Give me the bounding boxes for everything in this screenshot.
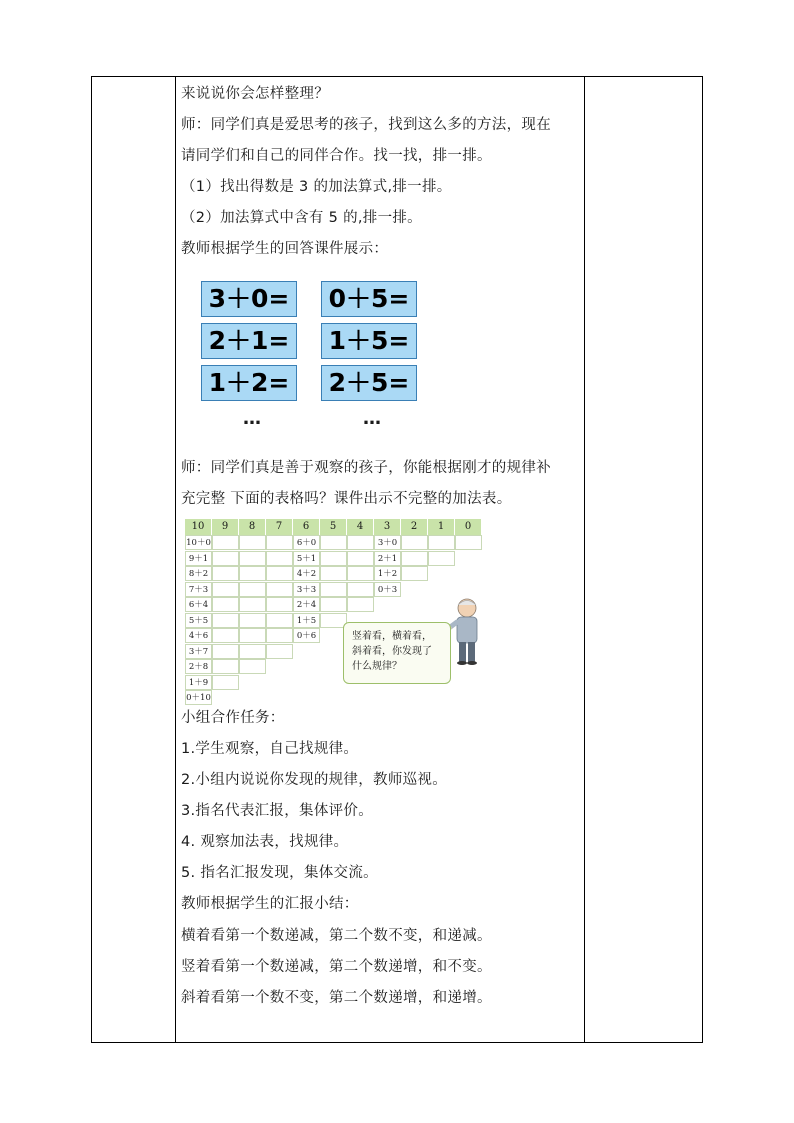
- equation-card: 2＋1=: [201, 323, 297, 359]
- text-line: 教师根据学生的回答课件展示：: [181, 241, 389, 257]
- step-item-1: 1.学生观察，自己找规律。: [181, 741, 359, 757]
- text-line: 教师根据学生的汇报小结：: [181, 896, 359, 912]
- equation-card: 2＋5=: [321, 365, 417, 401]
- table-cell: 0＋6: [293, 628, 320, 643]
- table-cell: [266, 582, 293, 597]
- equation-card: 0＋5=: [321, 281, 417, 317]
- table-cell: [212, 659, 239, 674]
- table-cell: [320, 597, 347, 612]
- table-header-cell: 0: [455, 519, 482, 535]
- table-cell: 5＋5: [185, 613, 212, 628]
- column-divider-left: [175, 77, 176, 1042]
- summary-line: 横着看第一个数递减，第二个数不变，和递减。: [181, 928, 492, 944]
- table-cell: [347, 566, 374, 581]
- table-header-cell: 4: [347, 519, 374, 535]
- table-cell: [266, 566, 293, 581]
- table-cell: [320, 551, 347, 566]
- table-cell: [212, 551, 239, 566]
- table-cell: [347, 551, 374, 566]
- table-cell: [239, 597, 266, 612]
- speech-bubble: [343, 622, 451, 684]
- teacher-illustration: [447, 596, 491, 666]
- table-cell: [239, 582, 266, 597]
- summary-line: 斜着看第一个数不变，第二个数递增，和递增。: [181, 990, 492, 1006]
- table-cell: 5＋1: [293, 551, 320, 566]
- table-cell: [239, 613, 266, 628]
- table-cell: [320, 582, 347, 597]
- table-cell: 6＋4: [185, 597, 212, 612]
- table-cell: [266, 535, 293, 550]
- text-line: 师：同学们真是爱思考的孩子，找到这么多的方法，现在: [181, 117, 551, 133]
- table-header-cell: 5: [320, 519, 347, 535]
- text-line: 师：同学们真是善于观察的孩子，你能根据刚才的规律补: [181, 460, 551, 476]
- table-header-cell: 1: [428, 519, 455, 535]
- table-cell: [347, 582, 374, 597]
- step-item-5: 5. 指名汇报发现，集体交流。: [181, 865, 378, 881]
- table-cell: 3＋0: [374, 535, 401, 550]
- table-cell: [212, 644, 239, 659]
- task-item-1: （1）找出得数是 3 的加法算式,排一排。: [181, 179, 452, 195]
- table-cell: [428, 535, 455, 550]
- table-cell: [212, 597, 239, 612]
- table-cell: 1＋5: [293, 613, 320, 628]
- table-cell: [401, 551, 428, 566]
- table-cell: [212, 675, 239, 690]
- summary-line: 竖着看第一个数递减，第二个数递增，和不变。: [181, 959, 492, 975]
- text-line: 请同学们和自己的同伴合作。找一找，排一排。: [181, 148, 492, 164]
- table-cell: [266, 613, 293, 628]
- text-line: 来说说你会怎样整理？: [181, 86, 329, 102]
- table-cell: [212, 613, 239, 628]
- table-cell: [266, 628, 293, 643]
- table-cell: [239, 628, 266, 643]
- bubble-line: 斜着看，你发现了: [352, 646, 432, 657]
- table-cell: 2＋1: [374, 551, 401, 566]
- table-cell: 9＋1: [185, 551, 212, 566]
- bubble-line: 竖着看，横着看，: [352, 631, 432, 642]
- text-line: 小组合作任务：: [181, 710, 285, 726]
- table-cell: [266, 597, 293, 612]
- equation-card: 1＋2=: [201, 365, 297, 401]
- table-header-cell: 2: [401, 519, 428, 535]
- table-cell: [212, 582, 239, 597]
- table-cell: 1＋2: [374, 566, 401, 581]
- table-cell: 4＋2: [293, 566, 320, 581]
- table-cell: 0＋10: [185, 690, 212, 705]
- ellipsis-left: …: [243, 408, 262, 429]
- table-cell: 1＋9: [185, 675, 212, 690]
- table-cell: 10＋0: [185, 535, 212, 550]
- table-header-cell: 3: [374, 519, 401, 535]
- table-header-cell: 6: [293, 519, 320, 535]
- table-header-cell: 8: [239, 519, 266, 535]
- table-cell: [212, 566, 239, 581]
- table-cell: [266, 551, 293, 566]
- table-cell: [401, 566, 428, 581]
- table-cell: [266, 644, 293, 659]
- table-cell: 8＋2: [185, 566, 212, 581]
- table-cell: [239, 659, 266, 674]
- table-cell: 4＋6: [185, 628, 212, 643]
- table-cell: [428, 551, 455, 566]
- task-item-2: （2）加法算式中含有 5 的,排一排。: [181, 210, 422, 226]
- table-cell: 2＋8: [185, 659, 212, 674]
- table-cell: 3＋3: [293, 582, 320, 597]
- table-cell: [239, 551, 266, 566]
- column-divider-right: [584, 77, 585, 1042]
- table-header-cell: 10: [185, 519, 212, 535]
- table-cell: [347, 597, 374, 612]
- table-cell: 0＋3: [374, 582, 401, 597]
- table-header-cell: 9: [212, 519, 239, 535]
- table-cell: [212, 535, 239, 550]
- ellipsis-right: …: [363, 408, 382, 429]
- text-line: 充完整 下面的表格吗？课件出示不完整的加法表。: [181, 491, 512, 507]
- bubble-line: 什么规律？: [352, 661, 402, 672]
- table-cell: [239, 566, 266, 581]
- table-cell: 6＋0: [293, 535, 320, 550]
- step-item-2: 2.小组内说说你发现的规律，教师巡视。: [181, 772, 448, 788]
- step-item-4: 4. 观察加法表，找规律。: [181, 834, 349, 850]
- step-item-3: 3.指名代表汇报，集体评价。: [181, 803, 374, 819]
- table-cell: [320, 535, 347, 550]
- table-cell: 3＋7: [185, 644, 212, 659]
- table-cell: 2＋4: [293, 597, 320, 612]
- table-header-cell: 7: [266, 519, 293, 535]
- table-cell: [401, 535, 428, 550]
- table-cell: [347, 535, 374, 550]
- table-cell: [320, 566, 347, 581]
- equation-card: 1＋5=: [321, 323, 417, 359]
- table-cell: 7＋3: [185, 582, 212, 597]
- table-cell: [212, 628, 239, 643]
- table-cell: [239, 644, 266, 659]
- equation-card: 3＋0=: [201, 281, 297, 317]
- table-cell: [239, 535, 266, 550]
- table-cell: [455, 535, 482, 550]
